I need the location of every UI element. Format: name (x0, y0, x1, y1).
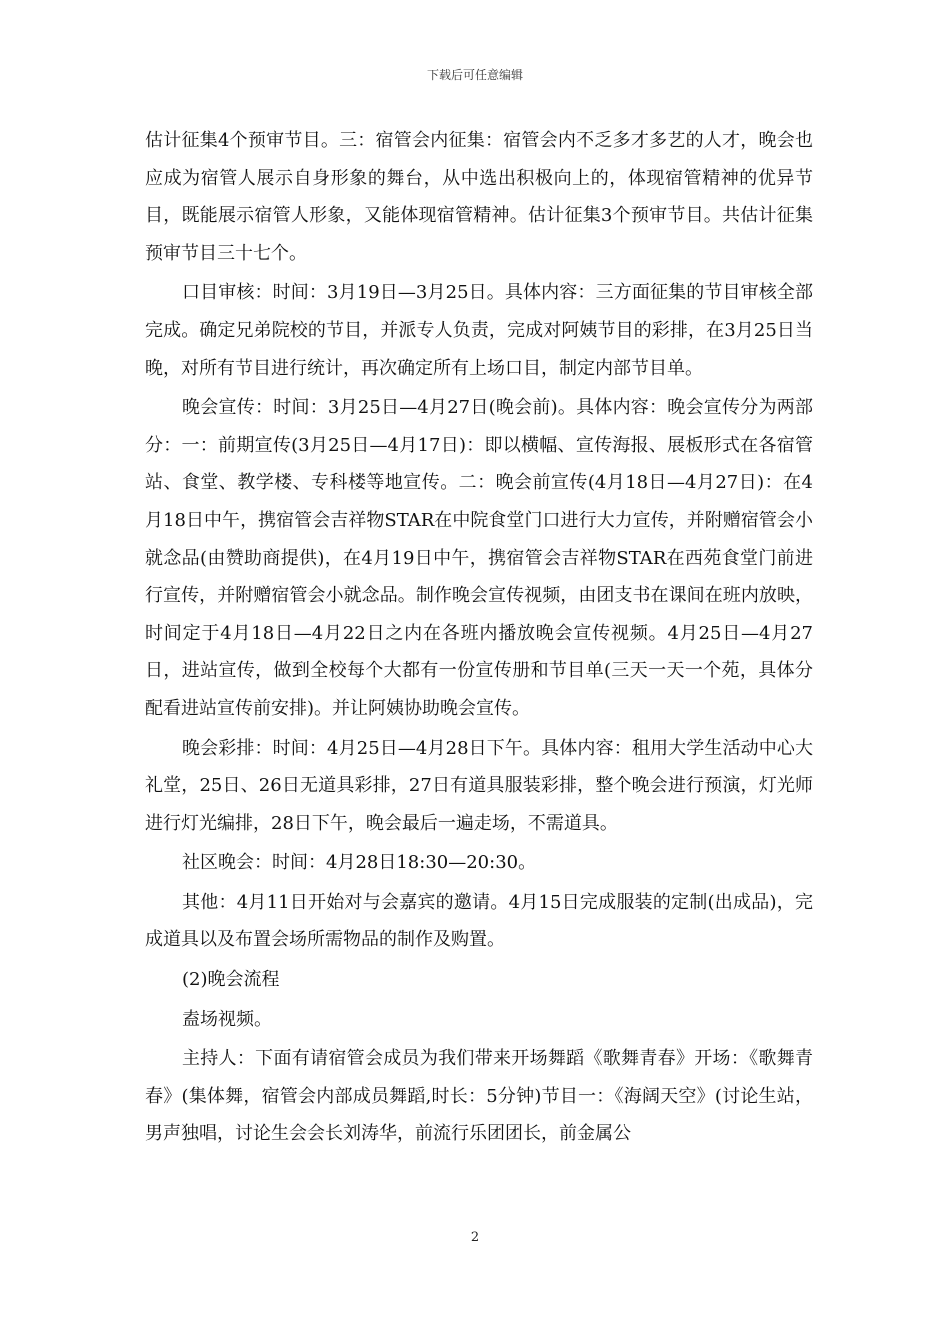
paragraph-opening-video: 盍场视频。 (182, 1008, 272, 1030)
section-heading-gala-flow: (2)晚会流程 (182, 969, 280, 991)
paragraph-host: 主持人：下面有请宿管会成员为我们带来开场舞蹈《歌舞青春》开场：《歌舞青春》(集体舞，宿管会内部成员舞蹈,时长：5分钟)节目一：《海阔天空》(讨论生站，男声独唱，讨论生会会长刘涛华，前流行乐团团长，前金属公 (145, 1048, 813, 1145)
paragraph-community-gala: 社区晚会：时间：4月28日18:30—20:30。 (182, 852, 537, 874)
paragraph-program-review: 口目审核：时间：3月19日—3月25日。具体内容：三方面征集的节目审核全部完成。确定兄弟院校的节目，并派专人负责，完成对阿姨节目的彩排，在3月25日当晚，对所有节目进行统计，再次确定所有上场口目，制定内部节目单。 (145, 282, 813, 379)
page-header: 下载后可任意编辑 (426, 68, 523, 82)
page-number: 2 (470, 1230, 480, 1245)
paragraph-other: 其他：4月11日开始对与会嘉宾的邀请。4月15日完成服装的定制(出成品)，完成道具以及布置会场所需物品的制作及购置。 (145, 891, 813, 951)
document-body (145, 122, 813, 1155)
paragraph-publicity: 晚会宣传：时间：3月25日—4月27日(晚会前)。具体内容：晚会宣传分为两部分：一：前期宣传(3月25日—4月17日)：即以横幅、宣传海报、展板形式在各宿管站、食堂、教学楼、专科楼等地宣传。二：晚会前宣传(4月18日—4月27日)：在4月18日中午，携宿管会吉祥物STAR在中院食堂门口进行大力宣传，并附赠宿管会小就念品(由赞助商提供)，在4月19日中午，携宿管会吉祥物STAR在西苑食堂门前进行宣传，并附赠宿管会小就念品。制作晚会宣传视频，由团支书在课间在班内放映，时间定于4月18日—4月22日之内在各班内播放晚会宣传视频。4月25日—4月27日，进站宣传，做到全校每个大都有一份宣传册和节目单(三天一天一个苑，具体分配看进站宣传前安排)。并让阿姨协助晚会宣传。 (145, 397, 813, 719)
paragraph-rehearsal: 晚会彩排：时间：4月25日—4月28日下午。具体内容：租用大学生活动中心大礼堂，25日、26日无道具彩排，27日有道具服装彩排，整个晚会进行预演，灯光师进行灯光编排，28日下午，晚会最后一遍走场，不需道具。 (145, 737, 813, 834)
paragraph-estimate-collection: 估计征集4个预审节目。三：宿管会内征集：宿管会内不乏多才多艺的人才，晚会也应成为宿管人展示自身形象的舞台，从中选出积极向上的，体现宿管精神的优异节目，既能展示宿管人形象，又能体现宿管精神。估计征集3个预审节目。共估计征集预审节目三十七个。 (145, 130, 813, 264)
